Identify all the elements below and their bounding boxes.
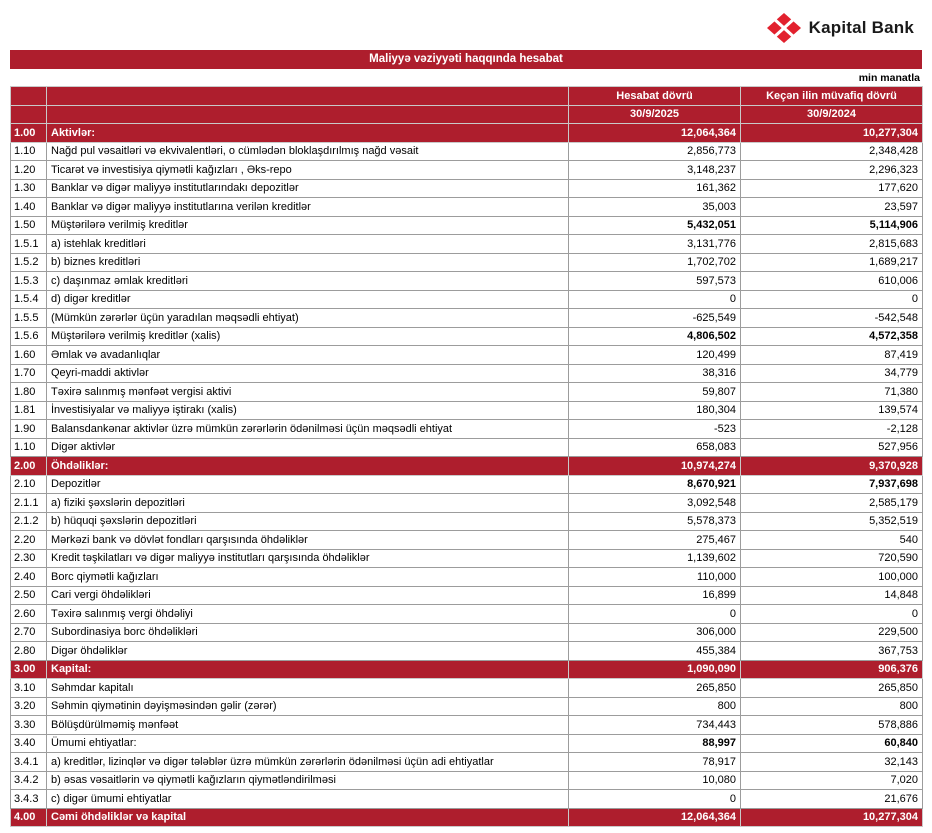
row-label: Kredit təşkilatları və digər maliyyə institutları qarşısında öhdəliklər bbox=[47, 549, 569, 568]
row-label: c) daşınmaz əmlak kreditləri bbox=[47, 272, 569, 291]
row-label: Nağd pul vəsaitləri və ekvivalentləri, o cümlədən bloklaşdırılmış nağd vəsait bbox=[47, 142, 569, 161]
row-value-current: -523 bbox=[569, 420, 741, 439]
row-code: 1.30 bbox=[11, 179, 47, 198]
row-value-prior: 100,000 bbox=[741, 568, 923, 587]
row-code: 1.5.4 bbox=[11, 290, 47, 309]
row-label: İnvestisiyalar və maliyyə iştirakı (xalis) bbox=[47, 401, 569, 420]
row-label: Depozitlər bbox=[47, 475, 569, 494]
row-label: a) fiziki şəxslərin depozitləri bbox=[47, 494, 569, 513]
table-row bbox=[11, 494, 923, 513]
row-label: Qeyri-maddi aktivlər bbox=[47, 364, 569, 383]
header-label-blank bbox=[47, 87, 569, 106]
table-row bbox=[11, 327, 923, 346]
row-label: Digər öhdəliklər bbox=[47, 642, 569, 661]
row-value-prior: 2,296,323 bbox=[741, 161, 923, 180]
table-row bbox=[11, 179, 923, 198]
row-code: 1.10 bbox=[11, 438, 47, 457]
row-label: b) biznes kreditləri bbox=[47, 253, 569, 272]
row-code: 3.10 bbox=[11, 679, 47, 698]
row-value-current: 275,467 bbox=[569, 531, 741, 550]
row-value-prior: 229,500 bbox=[741, 623, 923, 642]
header-label-blank2 bbox=[47, 105, 569, 124]
row-value-current: 4,806,502 bbox=[569, 327, 741, 346]
row-value-current: 734,443 bbox=[569, 716, 741, 735]
table-row bbox=[11, 512, 923, 531]
table-row bbox=[11, 734, 923, 753]
row-label: Müştərilərə verilmiş kreditlər bbox=[47, 216, 569, 235]
table-row bbox=[11, 253, 923, 272]
row-value-prior: 265,850 bbox=[741, 679, 923, 698]
row-label: Səhmdar kapitalı bbox=[47, 679, 569, 698]
row-value-prior: 720,590 bbox=[741, 549, 923, 568]
row-label: a) istehlak kreditləri bbox=[47, 235, 569, 254]
row-value-current: 12,064,364 bbox=[569, 808, 741, 827]
row-value-current: 1,090,090 bbox=[569, 660, 741, 679]
row-value-prior: 34,779 bbox=[741, 364, 923, 383]
row-value-current: 10,080 bbox=[569, 771, 741, 790]
header-period1-date: 30/9/2025 bbox=[569, 105, 741, 124]
row-value-prior: 10,277,304 bbox=[741, 124, 923, 143]
row-value-prior: 5,114,906 bbox=[741, 216, 923, 235]
row-value-current: 306,000 bbox=[569, 623, 741, 642]
row-label: b) hüquqi şəxslərin depozitləri bbox=[47, 512, 569, 531]
row-value-current: 10,974,274 bbox=[569, 457, 741, 476]
row-value-current: 3,131,776 bbox=[569, 235, 741, 254]
row-code: 3.00 bbox=[11, 660, 47, 679]
table-row bbox=[11, 124, 923, 143]
row-value-current: 161,362 bbox=[569, 179, 741, 198]
row-value-prior: 906,376 bbox=[741, 660, 923, 679]
row-value-current: -625,549 bbox=[569, 309, 741, 328]
row-code: 1.5.1 bbox=[11, 235, 47, 254]
row-label: c) digər ümumi ehtiyatlar bbox=[47, 790, 569, 809]
row-code: 3.4.1 bbox=[11, 753, 47, 772]
row-value-prior: 60,840 bbox=[741, 734, 923, 753]
table-header-row-dates bbox=[11, 105, 923, 124]
row-label: Əmlak və avadanlıqlar bbox=[47, 346, 569, 365]
row-value-prior: 7,020 bbox=[741, 771, 923, 790]
row-code: 1.5.5 bbox=[11, 309, 47, 328]
kapital-bank-logo bbox=[767, 13, 914, 43]
row-label: Borc qiymətli kağızları bbox=[47, 568, 569, 587]
row-code: 1.5.3 bbox=[11, 272, 47, 291]
unit-note: min manatla bbox=[858, 72, 920, 84]
row-value-prior: 1,689,217 bbox=[741, 253, 923, 272]
table-row bbox=[11, 790, 923, 809]
row-value-current: 16,899 bbox=[569, 586, 741, 605]
row-code: 3.40 bbox=[11, 734, 47, 753]
row-code: 1.5.2 bbox=[11, 253, 47, 272]
row-code: 3.20 bbox=[11, 697, 47, 716]
row-value-current: 5,432,051 bbox=[569, 216, 741, 235]
row-value-prior: 23,597 bbox=[741, 198, 923, 217]
row-label: Müştərilərə verilmiş kreditlər (xalis) bbox=[47, 327, 569, 346]
table-row bbox=[11, 216, 923, 235]
kapital-bank-logo-icon bbox=[767, 13, 801, 43]
row-label: d) digər kreditlər bbox=[47, 290, 569, 309]
row-value-prior: 14,848 bbox=[741, 586, 923, 605]
row-value-prior: 7,937,698 bbox=[741, 475, 923, 494]
table-row bbox=[11, 808, 923, 827]
header-period1-label: Hesabat dövrü bbox=[569, 87, 741, 106]
row-value-prior: 2,815,683 bbox=[741, 235, 923, 254]
report-title: Maliyyə vəziyyəti haqqında hesabat bbox=[10, 50, 922, 69]
row-code: 1.70 bbox=[11, 364, 47, 383]
header-period2-date: 30/9/2024 bbox=[741, 105, 923, 124]
row-code: 1.40 bbox=[11, 198, 47, 217]
table-row bbox=[11, 420, 923, 439]
table-row bbox=[11, 346, 923, 365]
row-value-prior: 71,380 bbox=[741, 383, 923, 402]
row-value-prior: 177,620 bbox=[741, 179, 923, 198]
table-row bbox=[11, 531, 923, 550]
row-value-prior: 578,886 bbox=[741, 716, 923, 735]
row-value-current: 0 bbox=[569, 605, 741, 624]
row-label: Kapital: bbox=[47, 660, 569, 679]
row-code: 4.00 bbox=[11, 808, 47, 827]
kapital-bank-logo-text: Kapital Bank bbox=[808, 18, 914, 37]
row-code: 2.50 bbox=[11, 586, 47, 605]
row-value-prior: 5,352,519 bbox=[741, 512, 923, 531]
row-value-prior: 0 bbox=[741, 290, 923, 309]
row-value-current: 455,384 bbox=[569, 642, 741, 661]
row-code: 2.20 bbox=[11, 531, 47, 550]
row-label: Banklar və digər maliyyə institutlarındakı depozitlər bbox=[47, 179, 569, 198]
row-value-current: 59,807 bbox=[569, 383, 741, 402]
row-code: 3.30 bbox=[11, 716, 47, 735]
row-code: 2.80 bbox=[11, 642, 47, 661]
row-label: Subordinasiya borc öhdəlikləri bbox=[47, 623, 569, 642]
row-label: Təxirə salınmış mənfəət vergisi aktivi bbox=[47, 383, 569, 402]
table-row bbox=[11, 568, 923, 587]
row-value-current: 38,316 bbox=[569, 364, 741, 383]
table-row bbox=[11, 235, 923, 254]
row-value-current: 8,670,921 bbox=[569, 475, 741, 494]
row-label: Ticarət və investisiya qiymətli kağızları , Əks-repo bbox=[47, 161, 569, 180]
row-code: 3.4.3 bbox=[11, 790, 47, 809]
row-value-current: 78,917 bbox=[569, 753, 741, 772]
row-value-prior: 32,143 bbox=[741, 753, 923, 772]
row-value-prior: -2,128 bbox=[741, 420, 923, 439]
row-value-prior: 0 bbox=[741, 605, 923, 624]
table-header-row-periods bbox=[11, 87, 923, 106]
row-value-prior: 2,585,179 bbox=[741, 494, 923, 513]
table-row bbox=[11, 475, 923, 494]
row-code: 1.00 bbox=[11, 124, 47, 143]
row-value-current: 658,083 bbox=[569, 438, 741, 457]
row-code: 2.1.1 bbox=[11, 494, 47, 513]
row-code: 1.80 bbox=[11, 383, 47, 402]
row-code: 2.00 bbox=[11, 457, 47, 476]
table-row bbox=[11, 697, 923, 716]
row-code: 1.81 bbox=[11, 401, 47, 420]
header-period2-label: Keçən ilin müvafiq dövrü bbox=[741, 87, 923, 106]
table-row bbox=[11, 642, 923, 661]
row-code: 3.4.2 bbox=[11, 771, 47, 790]
row-label: Cari vergi öhdəlikləri bbox=[47, 586, 569, 605]
row-value-current: 5,578,373 bbox=[569, 512, 741, 531]
row-label: Bölüşdürülməmiş mənfəət bbox=[47, 716, 569, 735]
row-value-prior: 21,676 bbox=[741, 790, 923, 809]
row-label: Təxirə salınmış vergi öhdəliyi bbox=[47, 605, 569, 624]
table-row bbox=[11, 605, 923, 624]
row-value-prior: 87,419 bbox=[741, 346, 923, 365]
table-row bbox=[11, 309, 923, 328]
row-value-current: 0 bbox=[569, 290, 741, 309]
row-value-prior: -542,548 bbox=[741, 309, 923, 328]
row-code: 2.60 bbox=[11, 605, 47, 624]
row-code: 1.60 bbox=[11, 346, 47, 365]
table-row bbox=[11, 401, 923, 420]
row-label: Balansdankənar aktivlər üzrə mümkün zərərlərin ödənilməsi üçün məqsədli ehtiyat bbox=[47, 420, 569, 439]
table-row bbox=[11, 290, 923, 309]
row-label: Cəmi öhdəliklər və kapital bbox=[47, 808, 569, 827]
row-value-current: 35,003 bbox=[569, 198, 741, 217]
header-code-blank bbox=[11, 87, 47, 106]
logo-row bbox=[10, 8, 922, 48]
row-value-prior: 10,277,304 bbox=[741, 808, 923, 827]
row-value-current: 1,702,702 bbox=[569, 253, 741, 272]
row-value-current: 597,573 bbox=[569, 272, 741, 291]
table-row bbox=[11, 623, 923, 642]
table-row bbox=[11, 364, 923, 383]
row-value-prior: 610,006 bbox=[741, 272, 923, 291]
row-value-prior: 2,348,428 bbox=[741, 142, 923, 161]
row-code: 2.1.2 bbox=[11, 512, 47, 531]
row-code: 1.10 bbox=[11, 142, 47, 161]
row-value-prior: 139,574 bbox=[741, 401, 923, 420]
row-code: 2.10 bbox=[11, 475, 47, 494]
row-label: Öhdəliklər: bbox=[47, 457, 569, 476]
table-row bbox=[11, 272, 923, 291]
row-value-current: 110,000 bbox=[569, 568, 741, 587]
header-code-blank2 bbox=[11, 105, 47, 124]
row-value-current: 800 bbox=[569, 697, 741, 716]
row-value-current: 265,850 bbox=[569, 679, 741, 698]
table-row bbox=[11, 660, 923, 679]
row-label: a) kreditlər, lizinqlər və digər tələblər üzrə mümkün zərərlərin ödənilməsi üçün adi ehtiyatlar bbox=[47, 753, 569, 772]
row-code: 2.70 bbox=[11, 623, 47, 642]
table-row bbox=[11, 142, 923, 161]
table-row bbox=[11, 549, 923, 568]
table-row bbox=[11, 716, 923, 735]
row-code: 1.20 bbox=[11, 161, 47, 180]
row-value-prior: 527,956 bbox=[741, 438, 923, 457]
table-row bbox=[11, 457, 923, 476]
row-value-prior: 800 bbox=[741, 697, 923, 716]
table-row bbox=[11, 438, 923, 457]
table-body bbox=[11, 124, 923, 827]
row-code: 1.50 bbox=[11, 216, 47, 235]
row-value-current: 0 bbox=[569, 790, 741, 809]
row-label: Mərkəzi bank və dövlət fondları qarşısında öhdəliklər bbox=[47, 531, 569, 550]
financial-position-table bbox=[10, 86, 923, 827]
row-value-current: 1,139,602 bbox=[569, 549, 741, 568]
row-label: b) əsas vəsaitlərin və qiymətli kağızların qiymətləndirilməsi bbox=[47, 771, 569, 790]
row-label: Aktivlər: bbox=[47, 124, 569, 143]
row-code: 1.90 bbox=[11, 420, 47, 439]
row-label: Digər aktivlər bbox=[47, 438, 569, 457]
row-value-current: 88,997 bbox=[569, 734, 741, 753]
row-value-prior: 540 bbox=[741, 531, 923, 550]
row-value-current: 12,064,364 bbox=[569, 124, 741, 143]
table-row bbox=[11, 753, 923, 772]
table-row bbox=[11, 771, 923, 790]
row-code: 2.40 bbox=[11, 568, 47, 587]
row-value-current: 120,499 bbox=[569, 346, 741, 365]
row-value-prior: 9,370,928 bbox=[741, 457, 923, 476]
row-code: 1.5.6 bbox=[11, 327, 47, 346]
row-value-current: 3,092,548 bbox=[569, 494, 741, 513]
row-value-prior: 367,753 bbox=[741, 642, 923, 661]
row-value-current: 180,304 bbox=[569, 401, 741, 420]
table-row bbox=[11, 679, 923, 698]
row-label: Ümumi ehtiyatlar: bbox=[47, 734, 569, 753]
row-label: Səhmin qiymətinin dəyişməsindən gəlir (zərər) bbox=[47, 697, 569, 716]
table-row bbox=[11, 586, 923, 605]
row-label: (Mümkün zərərlər üçün yaradılan məqsədli ehtiyat) bbox=[47, 309, 569, 328]
row-code: 2.30 bbox=[11, 549, 47, 568]
row-label: Banklar və digər maliyyə institutlarına verilən kreditlər bbox=[47, 198, 569, 217]
row-value-prior: 4,572,358 bbox=[741, 327, 923, 346]
table-row bbox=[11, 383, 923, 402]
row-value-current: 3,148,237 bbox=[569, 161, 741, 180]
table-row bbox=[11, 161, 923, 180]
table-row bbox=[11, 198, 923, 217]
row-value-current: 2,856,773 bbox=[569, 142, 741, 161]
